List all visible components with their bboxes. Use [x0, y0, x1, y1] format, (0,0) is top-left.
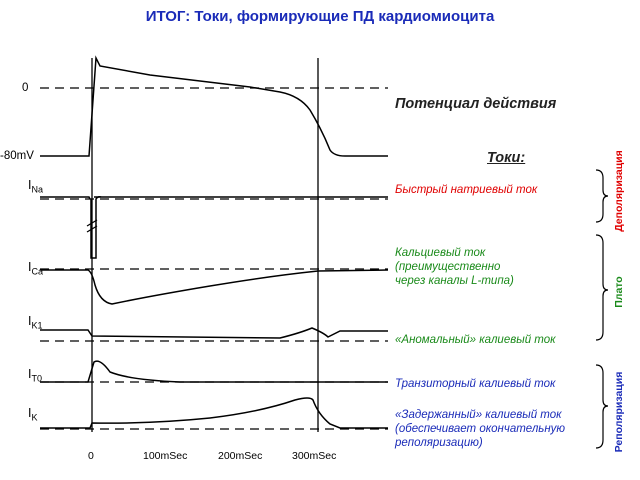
time-tick-300: 300mSec — [292, 450, 337, 462]
ica-label: $I_{Ca}$ — [28, 260, 43, 277]
ca-current-description: Кальциевый ток (преимущественно через каналы L-типа) — [395, 247, 514, 287]
depolarization-label: Деполяризация — [613, 150, 625, 232]
zero-label: 0 — [22, 82, 29, 94]
ik-label: $I_K$ — [28, 406, 38, 423]
plateau-brace — [596, 235, 608, 340]
minus80-label: -80mV — [0, 150, 34, 162]
it0-label: $I_{T0}$ — [28, 367, 42, 384]
action-potential-heading: Потенциал действия — [395, 96, 557, 112]
time-tick-100: 100mSec — [143, 450, 188, 462]
depolarization-brace — [596, 170, 608, 222]
ina-label: $I_{Na}$ — [28, 178, 43, 195]
na-current-description: Быстрый натриевый ток — [395, 184, 538, 196]
time-tick-0: 0 — [88, 450, 94, 462]
repolarization-brace — [596, 365, 608, 448]
repolarization-label: Реполяризация — [613, 371, 625, 453]
ik1-label: $I_{K1}$ — [28, 314, 43, 331]
t0-current-description: Транзиторный калиевый ток — [395, 378, 556, 390]
k1-current-description: «Аномальный» калиевый ток — [395, 334, 556, 346]
page-title: ИТОГ: Токи, формирующие ПД кардиомиоцита — [145, 8, 495, 25]
time-tick-200: 200mSec — [218, 450, 263, 462]
k-current-description: «Задержанный» калиевый ток (обеспечивает окончательную реполяризацию) — [395, 409, 566, 449]
plateau-label: Плато — [613, 276, 625, 308]
currents-heading: Токи: — [487, 150, 526, 166]
